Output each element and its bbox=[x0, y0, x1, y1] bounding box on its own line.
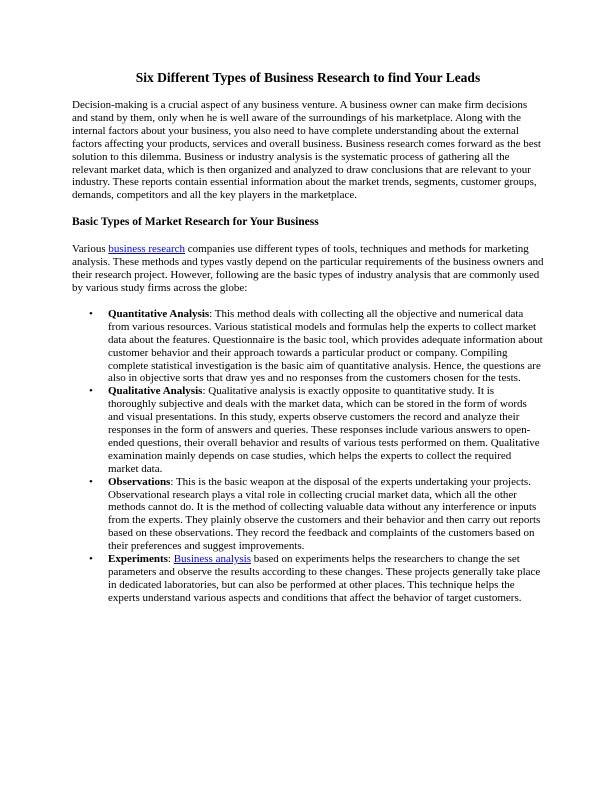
item-text: based on experiments helps the researchers to change the set parameters and observe the results according to these changes. These projects generally take place in dedicated laboratories, but can also be performed at other places. This technique helps the experts understand various aspects and conditions that affect the behavior of target customers. bbox=[108, 553, 541, 604]
item-text-before-link: : bbox=[167, 553, 174, 566]
item-text: : This is the basic weapon at the disposal of the experts undertaking your projects. Observational research plays a vital role in collecting crucial market data, which all the other methods cannot do. It is the method of collecting valuable data without any interference or inputs from the experts. They plainly observe the customers and their behavior and then carry out reports based on these observations. They record the feedback and complaints of the customers based on their preferences and suggest improvements. bbox=[108, 475, 541, 553]
list-item-qualitative bbox=[72, 385, 544, 475]
bullet-icon: • bbox=[89, 307, 93, 320]
list-item-experiments bbox=[72, 553, 544, 605]
bullet-icon: • bbox=[89, 553, 93, 566]
document-page bbox=[72, 70, 544, 605]
business-analysis-link[interactable]: Business analysis bbox=[173, 553, 252, 566]
bullet-icon: • bbox=[89, 385, 93, 398]
list-item-quantitative bbox=[72, 308, 544, 385]
section-heading: Basic Types of Market Research for Your Business bbox=[72, 216, 319, 229]
business-research-link[interactable]: business research bbox=[108, 243, 186, 256]
item-term: Observations bbox=[108, 475, 171, 488]
item-term: Qualitative Analysis bbox=[108, 385, 203, 398]
bullet-icon: • bbox=[89, 475, 93, 488]
list-item-observations bbox=[72, 476, 544, 553]
item-term: Quantitative Analysis bbox=[108, 307, 210, 320]
item-text: : Qualitative analysis is exactly opposite to quantitative study. It is thoroughly subjective and deals with the market data, which can be stored in the form of words and visual presentations. In this study, experts observe customers the record and analyze their responses in the form of answers and queries. These responses include various answers to open-ended questions, their overall behavior and results of various tests performed on them. Qualitative examination mainly depends on case studies, which helps the experts to collect the required market data. bbox=[108, 385, 540, 475]
intro-paragraph: Decision-making is a crucial aspect of any business venture. A business owner can make firm decisions and stand by them, only when he is well aware of the surroundings of his marketplace. Along with the internal factors about your business, you also need to have complete understanding about the external factors affecting your products, services and overall business. Business research comes forward as the best solution to this dilemma. Business or industry analysis is the systematic process of gathering all the relevant market data, which is then organized and analyzed to draw conclusions that are relevant to your industry. These reports contain essential information about the market trends, segments, customer groups, demands, competitors and all the key players in the marketplace. bbox=[72, 99, 541, 202]
research-types-list bbox=[72, 308, 544, 605]
document-title: Six Different Types of Business Research to find Your Leads bbox=[135, 70, 481, 85]
lead-paragraph bbox=[72, 243, 544, 295]
item-term: Experiments bbox=[108, 553, 168, 566]
item-text: : This method deals with collecting all the objective and numerical data from various resources. Various statistical models and formulas help the experts to collect market data about the features. Questionnaire is the basic tool, which provides adequate information about customer behavior and their approach towards a particular product or company. Compiling complete statistical investigation is the basic aim of quantitative analysis. Hence, the questions are also in objective sorts that draw yes and no responses from the customers chosen for the tests. bbox=[108, 307, 543, 385]
lead-text-before: Various bbox=[72, 243, 109, 256]
lead-text-after: companies use different types of tools, techniques and methods for marketing analysis. These methods and types vastly depend on the particular requirements of the business owners and their research project. However, following are the basic types of industry analysis that are commonly used by various study firms across the globe: bbox=[72, 243, 544, 294]
